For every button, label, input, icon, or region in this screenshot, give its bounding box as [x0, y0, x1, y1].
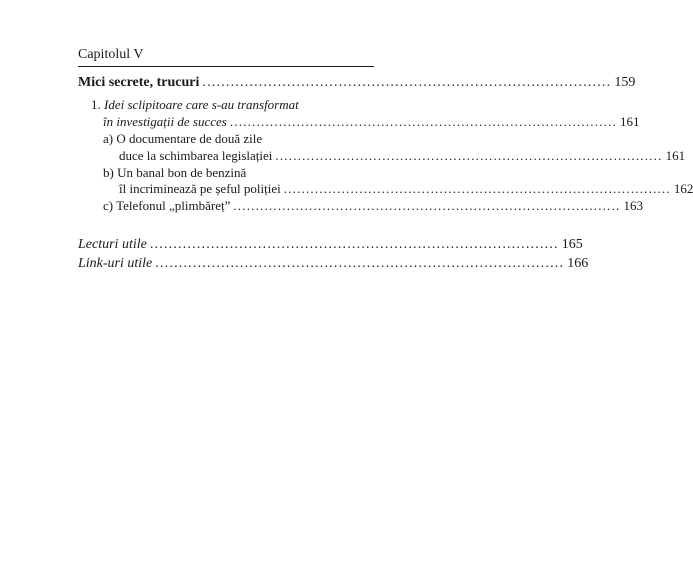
toc-item-c	[103, 198, 644, 213]
leader-dots: .......................................................................................	[233, 198, 621, 213]
toc-item-c-line1: c) Telefonul „plimbăreț”	[103, 198, 231, 213]
toc-entry-main-page: 159	[614, 75, 636, 90]
chapter-label: Capitolul V	[78, 47, 144, 62]
leader-dots: .......................................................................................	[202, 75, 612, 90]
toc-item-b	[119, 181, 693, 196]
toc-item-a-line1: a) O documentare de două zile	[103, 131, 263, 146]
toc-item-1-title-line2: în investigații de succes	[103, 114, 227, 129]
toc-item-a	[119, 148, 686, 163]
toc-entry-lecturi-page: 165	[561, 237, 583, 252]
toc-item-a-line2: duce la schimbarea legislației	[119, 148, 273, 163]
toc-item-1-page: 161	[620, 114, 640, 129]
leader-dots: .......................................................................................	[229, 114, 617, 129]
toc-entry-lecturi-title: Lecturi utile	[78, 237, 147, 252]
leader-dots: .......................................................................................	[149, 237, 559, 252]
toc-item-a-page: 161	[665, 148, 686, 163]
toc-item-b-page: 162	[673, 181, 693, 196]
toc-entry-linkuri-page: 166	[567, 256, 589, 271]
leader-dots: .......................................................................................	[155, 256, 565, 271]
toc-item-1-number: 1.	[91, 97, 101, 112]
chapter-rule	[78, 66, 374, 67]
toc-item-1-title-line1: Idei sclipitoare care s-au transformat	[104, 97, 299, 112]
toc-item-c-page: 163	[623, 198, 644, 213]
toc-item-1-line1	[91, 97, 299, 112]
toc-item-b-line2: îl incriminează pe șeful poliției	[119, 181, 281, 196]
leader-dots: .......................................................................................	[275, 148, 663, 163]
toc-item-b-line1: b) Un banal bon de benzină	[103, 165, 247, 180]
toc-entry-linkuri	[78, 256, 589, 272]
leader-dots: .......................................................................................	[283, 181, 671, 196]
toc-entry-main	[78, 75, 636, 91]
toc-item-1	[103, 114, 640, 129]
toc-entry-main-title: Mici secrete, trucuri	[78, 75, 200, 90]
toc-entry-lecturi	[78, 237, 583, 253]
toc-entry-linkuri-title: Link-uri utile	[78, 256, 153, 271]
